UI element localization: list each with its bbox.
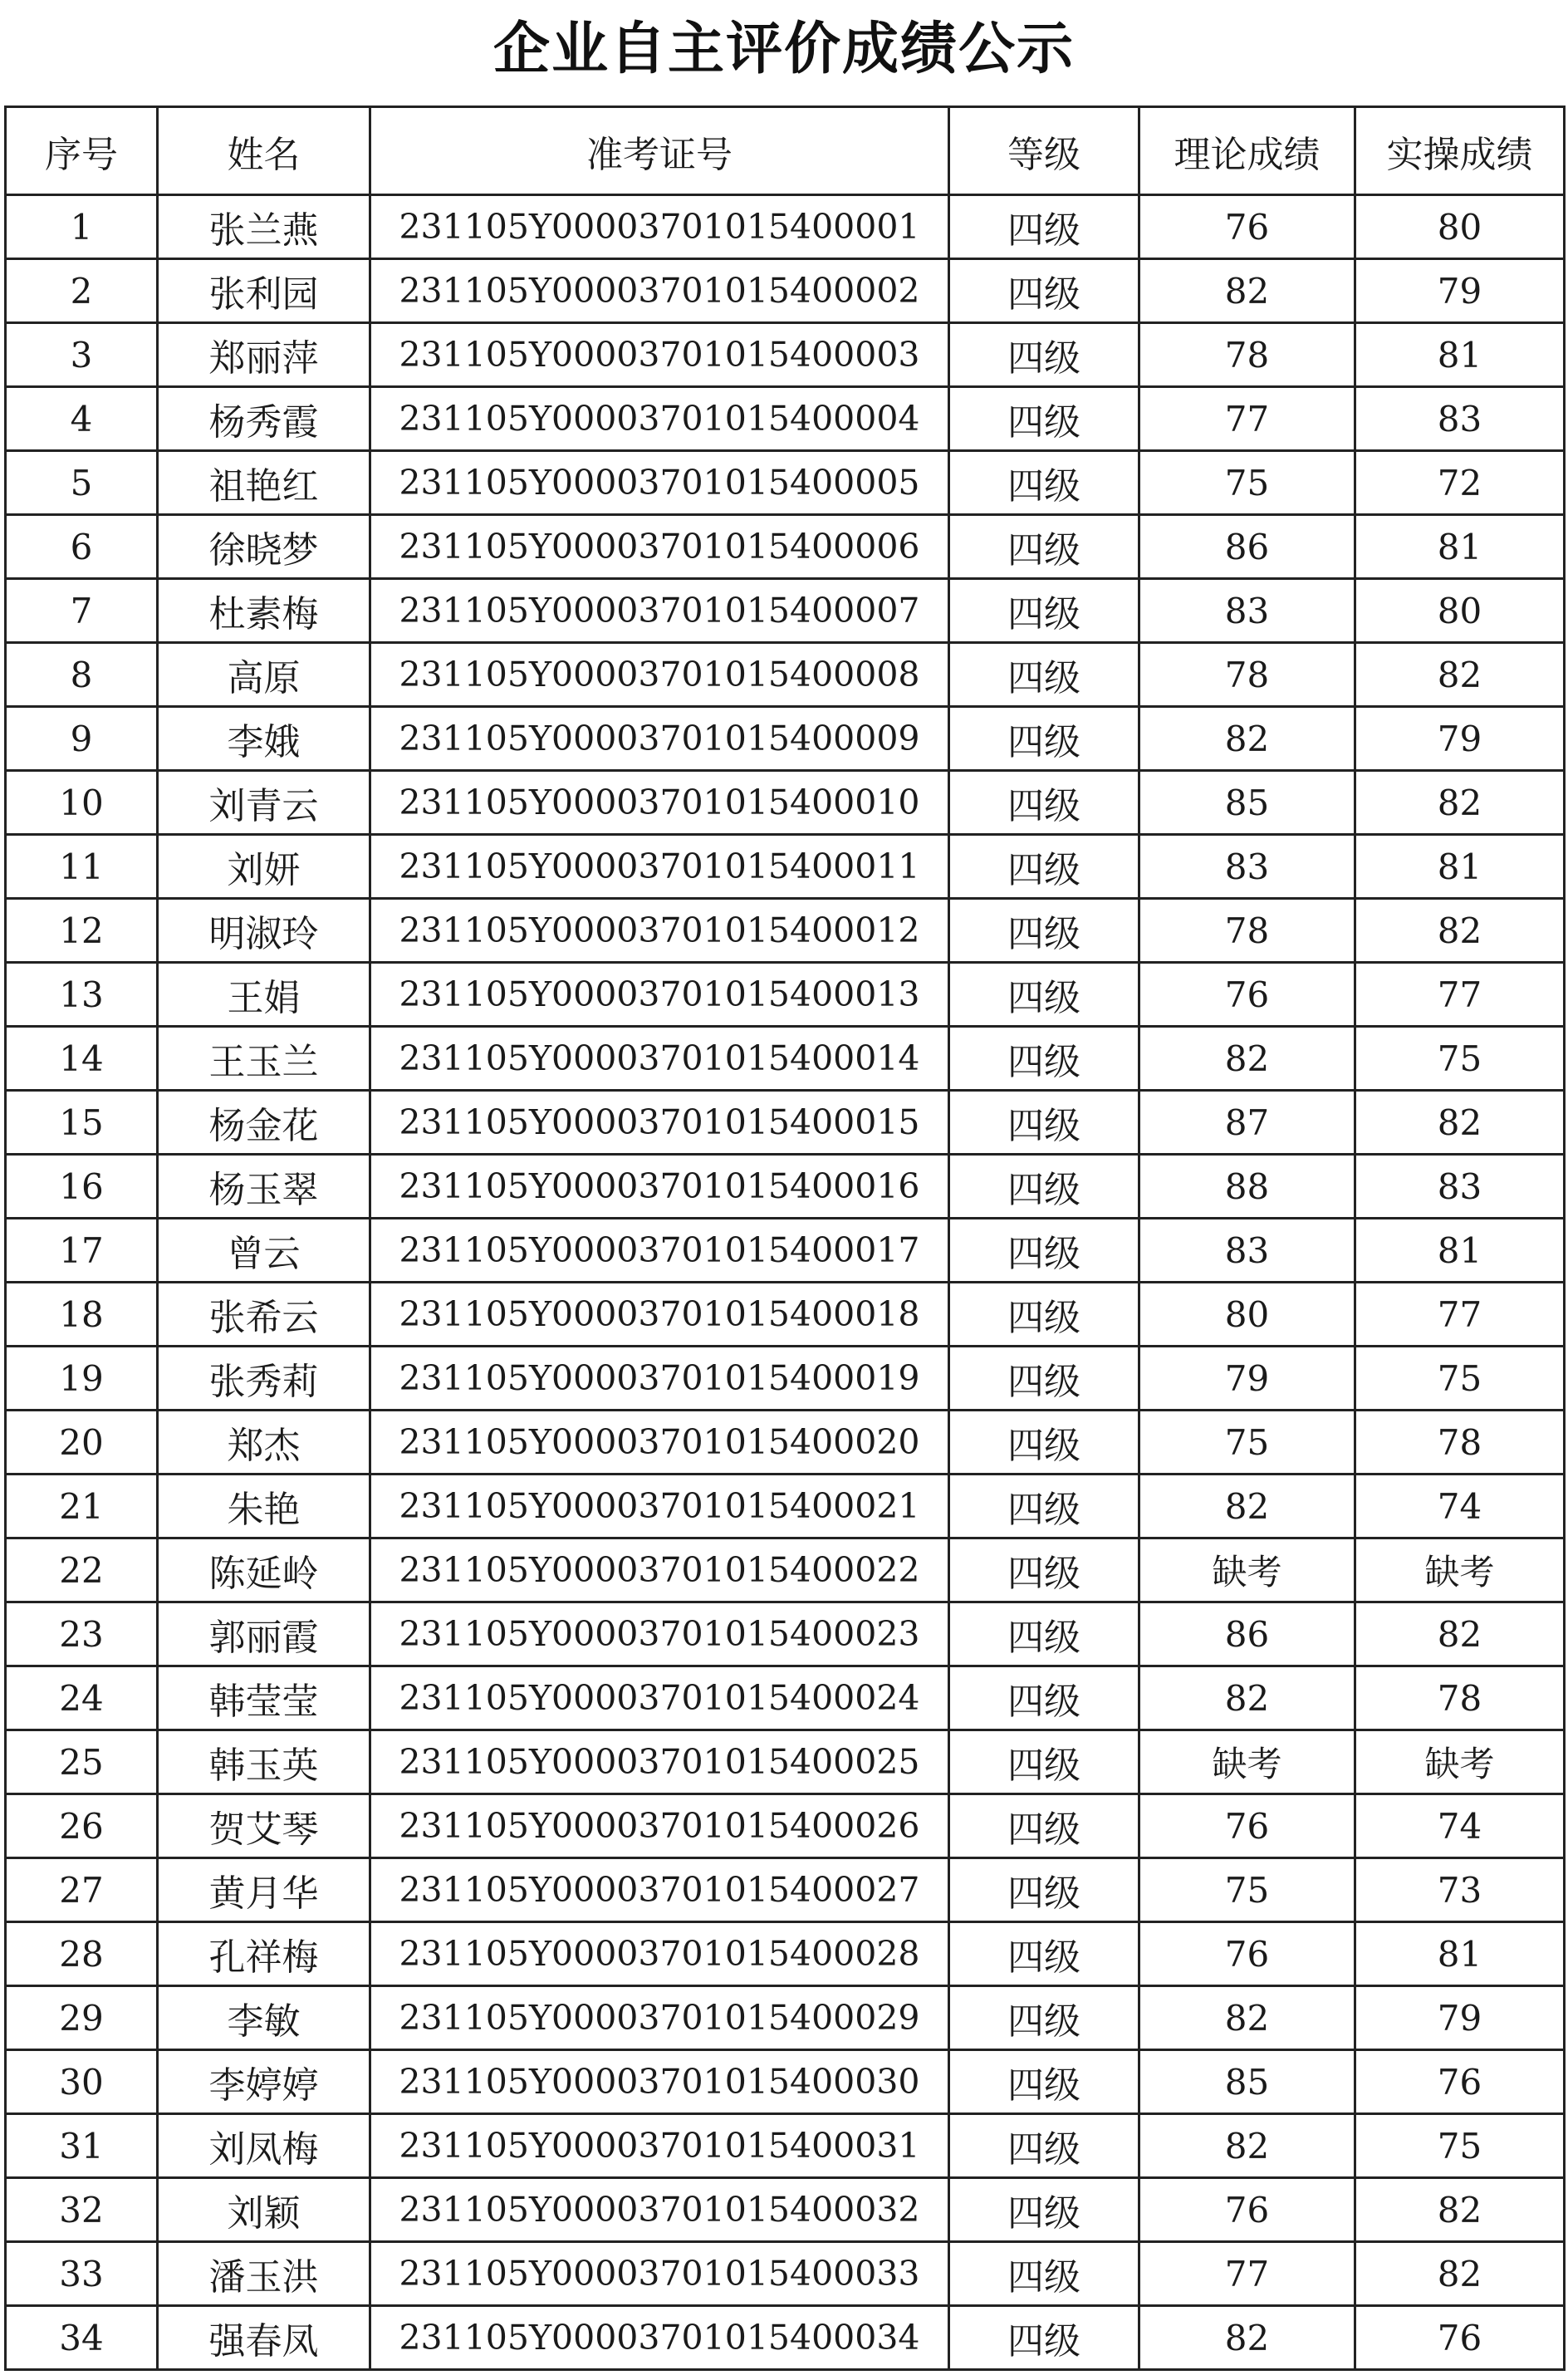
cell-name: 刘青云: [158, 771, 370, 835]
score-table: [4, 106, 1566, 2371]
cell-practical-score: 75: [1355, 2114, 1565, 2178]
cell-name: 曾云: [158, 1219, 370, 1283]
table-row: [6, 323, 1565, 387]
table-header-row: [6, 107, 1565, 195]
page-title: 企业自主评价成绩公示: [492, 17, 1075, 82]
cell-theory-score: 82: [1139, 1027, 1355, 1091]
table-row: [6, 1475, 1565, 1538]
cell-exam-id: 231105Y00003701015400025: [370, 1730, 949, 1794]
cell-exam-id: 231105Y00003701015400003: [370, 323, 949, 387]
cell-name: 张兰燕: [158, 195, 370, 259]
cell-theory-score: 75: [1139, 1858, 1355, 1922]
cell-theory-score: 75: [1139, 1411, 1355, 1475]
cell-level: 四级: [949, 1986, 1139, 2050]
cell-name: 祖艳红: [158, 451, 370, 515]
cell-theory-score: 82: [1139, 1986, 1355, 2050]
header-name: 姓名: [158, 107, 370, 195]
cell-theory-score: 82: [1139, 1666, 1355, 1730]
cell-practical-score: 75: [1355, 1347, 1565, 1411]
cell-level: 四级: [949, 195, 1139, 259]
cell-exam-id: 231105Y00003701015400013: [370, 963, 949, 1027]
cell-exam-id: 231105Y00003701015400030: [370, 2050, 949, 2114]
cell-index: 30: [6, 2050, 158, 2114]
table-row: [6, 195, 1565, 259]
cell-index: 28: [6, 1922, 158, 1986]
cell-level: 四级: [949, 1730, 1139, 1794]
cell-level: 四级: [949, 323, 1139, 387]
table-row: [6, 643, 1565, 707]
cell-theory-score: 85: [1139, 2050, 1355, 2114]
cell-theory-score: 76: [1139, 963, 1355, 1027]
table-row: [6, 259, 1565, 323]
cell-practical-score: 82: [1355, 643, 1565, 707]
table-row: [6, 2306, 1565, 2370]
cell-theory-score: 77: [1139, 387, 1355, 451]
cell-exam-id: 231105Y00003701015400029: [370, 1986, 949, 2050]
cell-name: 强春凤: [158, 2306, 370, 2370]
cell-level: 四级: [949, 1475, 1139, 1538]
cell-level: 四级: [949, 899, 1139, 963]
cell-practical-score: 77: [1355, 1283, 1565, 1347]
cell-index: 9: [6, 707, 158, 771]
cell-index: 34: [6, 2306, 158, 2370]
cell-name: 郑丽萍: [158, 323, 370, 387]
cell-level: 四级: [949, 451, 1139, 515]
cell-level: 四级: [949, 1411, 1139, 1475]
table-row: [6, 2050, 1565, 2114]
cell-name: 张秀莉: [158, 1347, 370, 1411]
cell-exam-id: 231105Y00003701015400032: [370, 2178, 949, 2242]
table-row: [6, 1666, 1565, 1730]
cell-name: 张希云: [158, 1283, 370, 1347]
cell-practical-score: 77: [1355, 963, 1565, 1027]
cell-index: 4: [6, 387, 158, 451]
cell-practical-score: 81: [1355, 1922, 1565, 1986]
cell-level: 四级: [949, 1538, 1139, 1602]
cell-name: 杨玉翠: [158, 1155, 370, 1219]
cell-level: 四级: [949, 259, 1139, 323]
cell-practical-score: 79: [1355, 259, 1565, 323]
cell-name: 刘凤梅: [158, 2114, 370, 2178]
cell-name: 韩莹莹: [158, 1666, 370, 1730]
cell-exam-id: 231105Y00003701015400014: [370, 1027, 949, 1091]
cell-practical-score: 81: [1355, 1219, 1565, 1283]
cell-practical-score: 79: [1355, 1986, 1565, 2050]
cell-theory-score: 87: [1139, 1091, 1355, 1155]
cell-name: 潘玉洪: [158, 2242, 370, 2306]
cell-theory-score: 88: [1139, 1155, 1355, 1219]
cell-index: 18: [6, 1283, 158, 1347]
cell-level: 四级: [949, 2050, 1139, 2114]
cell-name: 黄月华: [158, 1858, 370, 1922]
cell-exam-id: 231105Y00003701015400002: [370, 259, 949, 323]
cell-index: 1: [6, 195, 158, 259]
table-row: [6, 1986, 1565, 2050]
table-row: [6, 1155, 1565, 1219]
cell-practical-score: 78: [1355, 1411, 1565, 1475]
cell-name: 韩玉英: [158, 1730, 370, 1794]
cell-theory-score: 82: [1139, 259, 1355, 323]
cell-practical-score: 82: [1355, 771, 1565, 835]
cell-level: 四级: [949, 707, 1139, 771]
cell-level: 四级: [949, 1219, 1139, 1283]
cell-theory-score: 82: [1139, 2306, 1355, 2370]
cell-index: 29: [6, 1986, 158, 2050]
cell-index: 14: [6, 1027, 158, 1091]
cell-theory-score: 缺考: [1139, 1730, 1355, 1794]
cell-name: 贺艾琴: [158, 1794, 370, 1858]
cell-name: 杜素梅: [158, 579, 370, 643]
cell-level: 四级: [949, 643, 1139, 707]
table-row: [6, 899, 1565, 963]
cell-practical-score: 80: [1355, 579, 1565, 643]
cell-theory-score: 82: [1139, 707, 1355, 771]
table-row: [6, 1538, 1565, 1602]
cell-level: 四级: [949, 1091, 1139, 1155]
table-row: [6, 1091, 1565, 1155]
cell-exam-id: 231105Y00003701015400027: [370, 1858, 949, 1922]
cell-theory-score: 缺考: [1139, 1538, 1355, 1602]
cell-practical-score: 82: [1355, 1602, 1565, 1666]
cell-level: 四级: [949, 1794, 1139, 1858]
cell-name: 郭丽霞: [158, 1602, 370, 1666]
header-theory-score: 理论成绩: [1139, 107, 1355, 195]
cell-index: 13: [6, 963, 158, 1027]
cell-index: 3: [6, 323, 158, 387]
cell-name: 徐晓梦: [158, 515, 370, 579]
cell-practical-score: 74: [1355, 1475, 1565, 1538]
cell-level: 四级: [949, 1027, 1139, 1091]
cell-name: 郑杰: [158, 1411, 370, 1475]
cell-theory-score: 76: [1139, 195, 1355, 259]
cell-practical-score: 76: [1355, 2050, 1565, 2114]
cell-level: 四级: [949, 579, 1139, 643]
cell-theory-score: 79: [1139, 1347, 1355, 1411]
cell-name: 李敏: [158, 1986, 370, 2050]
cell-index: 27: [6, 1858, 158, 1922]
cell-name: 陈延岭: [158, 1538, 370, 1602]
cell-name: 朱艳: [158, 1475, 370, 1538]
cell-index: 5: [6, 451, 158, 515]
table-body: [6, 195, 1565, 2370]
cell-name: 明淑玲: [158, 899, 370, 963]
cell-practical-score: 82: [1355, 2178, 1565, 2242]
cell-level: 四级: [949, 1666, 1139, 1730]
table-row: [6, 1347, 1565, 1411]
cell-level: 四级: [949, 1283, 1139, 1347]
cell-exam-id: 231105Y00003701015400034: [370, 2306, 949, 2370]
cell-practical-score: 82: [1355, 2242, 1565, 2306]
cell-level: 四级: [949, 1347, 1139, 1411]
table-row: [6, 515, 1565, 579]
cell-exam-id: 231105Y00003701015400020: [370, 1411, 949, 1475]
cell-theory-score: 76: [1139, 1794, 1355, 1858]
cell-index: 24: [6, 1666, 158, 1730]
cell-practical-score: 81: [1355, 515, 1565, 579]
cell-exam-id: 231105Y00003701015400033: [370, 2242, 949, 2306]
cell-exam-id: 231105Y00003701015400010: [370, 771, 949, 835]
cell-practical-score: 76: [1355, 2306, 1565, 2370]
cell-exam-id: 231105Y00003701015400012: [370, 899, 949, 963]
cell-theory-score: 75: [1139, 451, 1355, 515]
cell-practical-score: 73: [1355, 1858, 1565, 1922]
cell-level: 四级: [949, 2178, 1139, 2242]
cell-practical-score: 75: [1355, 1027, 1565, 1091]
table-row: [6, 451, 1565, 515]
cell-index: 23: [6, 1602, 158, 1666]
cell-exam-id: 231105Y00003701015400015: [370, 1091, 949, 1155]
table-row: [6, 1858, 1565, 1922]
table-row: [6, 579, 1565, 643]
cell-exam-id: 231105Y00003701015400009: [370, 707, 949, 771]
cell-name: 李娥: [158, 707, 370, 771]
cell-exam-id: 231105Y00003701015400004: [370, 387, 949, 451]
cell-index: 21: [6, 1475, 158, 1538]
table-row: [6, 2242, 1565, 2306]
cell-index: 22: [6, 1538, 158, 1602]
header-practical-score: 实操成绩: [1355, 107, 1565, 195]
cell-index: 17: [6, 1219, 158, 1283]
table-row: [6, 1730, 1565, 1794]
cell-theory-score: 78: [1139, 323, 1355, 387]
cell-name: 杨秀霞: [158, 387, 370, 451]
header-level: 等级: [949, 107, 1139, 195]
cell-exam-id: 231105Y00003701015400023: [370, 1602, 949, 1666]
cell-theory-score: 83: [1139, 1219, 1355, 1283]
cell-theory-score: 76: [1139, 1922, 1355, 1986]
cell-level: 四级: [949, 771, 1139, 835]
cell-level: 四级: [949, 1602, 1139, 1666]
cell-level: 四级: [949, 1858, 1139, 1922]
header-exam-id: 准考证号: [370, 107, 949, 195]
cell-practical-score: 缺考: [1355, 1730, 1565, 1794]
cell-exam-id: 231105Y00003701015400006: [370, 515, 949, 579]
cell-theory-score: 85: [1139, 771, 1355, 835]
cell-name: 王娟: [158, 963, 370, 1027]
cell-index: 8: [6, 643, 158, 707]
header-index: 序号: [6, 107, 158, 195]
cell-index: 2: [6, 259, 158, 323]
cell-theory-score: 83: [1139, 579, 1355, 643]
cell-theory-score: 78: [1139, 643, 1355, 707]
cell-level: 四级: [949, 1155, 1139, 1219]
cell-index: 25: [6, 1730, 158, 1794]
cell-index: 33: [6, 2242, 158, 2306]
cell-index: 12: [6, 899, 158, 963]
cell-index: 7: [6, 579, 158, 643]
cell-practical-score: 74: [1355, 1794, 1565, 1858]
cell-practical-score: 83: [1355, 387, 1565, 451]
table-row: [6, 835, 1565, 899]
cell-practical-score: 81: [1355, 323, 1565, 387]
cell-exam-id: 231105Y00003701015400007: [370, 579, 949, 643]
cell-level: 四级: [949, 387, 1139, 451]
table-row: [6, 771, 1565, 835]
cell-practical-score: 82: [1355, 899, 1565, 963]
cell-index: 6: [6, 515, 158, 579]
table-row: [6, 1219, 1565, 1283]
cell-name: 李婷婷: [158, 2050, 370, 2114]
cell-name: 高原: [158, 643, 370, 707]
cell-theory-score: 82: [1139, 1475, 1355, 1538]
cell-theory-score: 78: [1139, 899, 1355, 963]
table-row: [6, 1283, 1565, 1347]
cell-exam-id: 231105Y00003701015400018: [370, 1283, 949, 1347]
cell-practical-score: 83: [1355, 1155, 1565, 1219]
cell-level: 四级: [949, 1922, 1139, 1986]
table-row: [6, 387, 1565, 451]
table-row: [6, 963, 1565, 1027]
cell-level: 四级: [949, 2114, 1139, 2178]
cell-exam-id: 231105Y00003701015400016: [370, 1155, 949, 1219]
cell-theory-score: 76: [1139, 2178, 1355, 2242]
cell-practical-score: 81: [1355, 835, 1565, 899]
cell-index: 16: [6, 1155, 158, 1219]
cell-exam-id: 231105Y00003701015400021: [370, 1475, 949, 1538]
table-row: [6, 2114, 1565, 2178]
cell-exam-id: 231105Y00003701015400011: [370, 835, 949, 899]
cell-exam-id: 231105Y00003701015400017: [370, 1219, 949, 1283]
cell-exam-id: 231105Y00003701015400031: [370, 2114, 949, 2178]
cell-exam-id: 231105Y00003701015400022: [370, 1538, 949, 1602]
cell-practical-score: 缺考: [1355, 1538, 1565, 1602]
cell-level: 四级: [949, 835, 1139, 899]
cell-theory-score: 80: [1139, 1283, 1355, 1347]
cell-theory-score: 77: [1139, 2242, 1355, 2306]
cell-index: 15: [6, 1091, 158, 1155]
cell-index: 20: [6, 1411, 158, 1475]
cell-index: 11: [6, 835, 158, 899]
cell-level: 四级: [949, 515, 1139, 579]
cell-practical-score: 82: [1355, 1091, 1565, 1155]
cell-index: 19: [6, 1347, 158, 1411]
cell-exam-id: 231105Y00003701015400001: [370, 195, 949, 259]
cell-name: 刘妍: [158, 835, 370, 899]
cell-theory-score: 86: [1139, 515, 1355, 579]
cell-name: 张利园: [158, 259, 370, 323]
cell-level: 四级: [949, 2306, 1139, 2370]
cell-level: 四级: [949, 2242, 1139, 2306]
cell-theory-score: 82: [1139, 2114, 1355, 2178]
cell-exam-id: 231105Y00003701015400028: [370, 1922, 949, 1986]
cell-exam-id: 231105Y00003701015400026: [370, 1794, 949, 1858]
cell-name: 孔祥梅: [158, 1922, 370, 1986]
table-row: [6, 1922, 1565, 1986]
cell-index: 32: [6, 2178, 158, 2242]
cell-practical-score: 72: [1355, 451, 1565, 515]
cell-name: 王玉兰: [158, 1027, 370, 1091]
table-row: [6, 1794, 1565, 1858]
cell-name: 刘颖: [158, 2178, 370, 2242]
cell-exam-id: 231105Y00003701015400019: [370, 1347, 949, 1411]
table-row: [6, 1027, 1565, 1091]
cell-level: 四级: [949, 963, 1139, 1027]
table-row: [6, 1602, 1565, 1666]
cell-index: 10: [6, 771, 158, 835]
cell-exam-id: 231105Y00003701015400008: [370, 643, 949, 707]
cell-exam-id: 231105Y00003701015400024: [370, 1666, 949, 1730]
table-row: [6, 1411, 1565, 1475]
cell-theory-score: 86: [1139, 1602, 1355, 1666]
cell-practical-score: 79: [1355, 707, 1565, 771]
cell-name: 杨金花: [158, 1091, 370, 1155]
cell-index: 26: [6, 1794, 158, 1858]
cell-exam-id: 231105Y00003701015400005: [370, 451, 949, 515]
cell-index: 31: [6, 2114, 158, 2178]
table-row: [6, 707, 1565, 771]
table-row: [6, 2178, 1565, 2242]
cell-practical-score: 80: [1355, 195, 1565, 259]
cell-practical-score: 78: [1355, 1666, 1565, 1730]
cell-theory-score: 83: [1139, 835, 1355, 899]
